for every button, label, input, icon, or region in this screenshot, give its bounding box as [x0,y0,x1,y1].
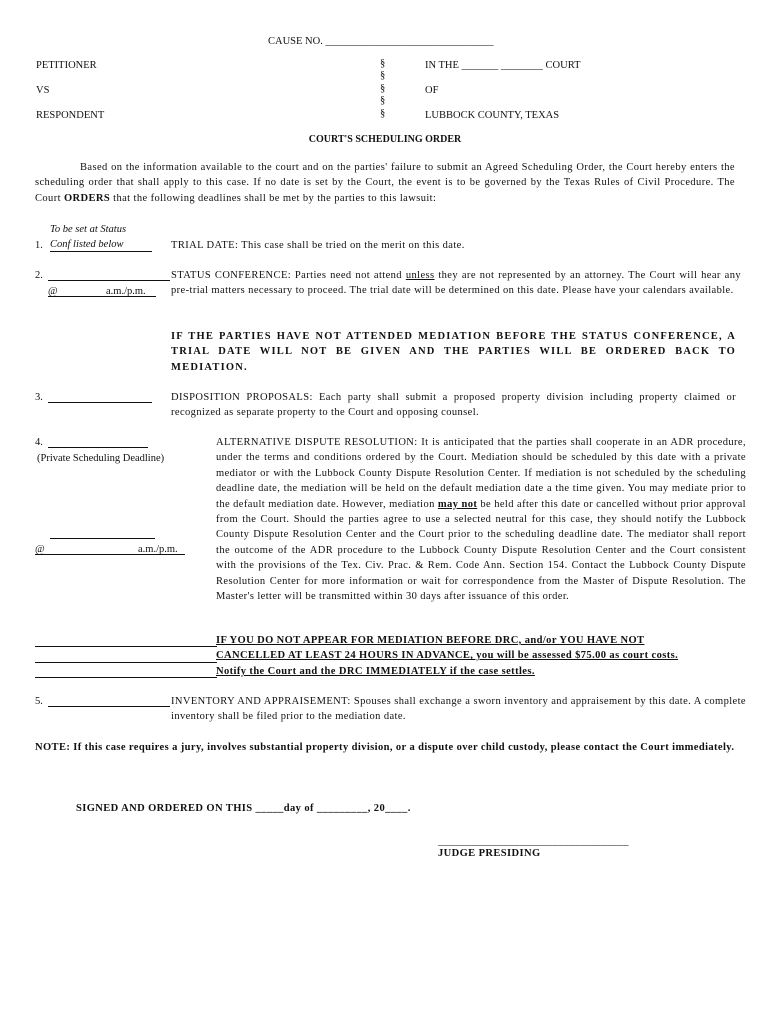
jury-note: NOTE: If this case requires a jury, involves substantial property division, or a dispute over child custody, please contact the Court immediately. [35,742,735,753]
judge-presiding-label: JUDGE PRESIDING [438,848,541,859]
inventory-date-line [48,706,170,707]
section-mark: § [380,58,386,69]
petitioner-label: PETITIONER [36,60,97,71]
warning-left-line-3 [35,677,217,678]
disposition-date-line [48,402,152,403]
disposition-text: DISPOSITION PROPOSALS: Each party shall submit a proposed property division including property claimed or recognized as separate property to the Court and opposing counsel. [171,392,736,419]
page-title: COURT'S SCHEDULING ORDER [308,134,462,145]
status-date-line [48,280,170,281]
inventory-text: INVENTORY AND APPRAISEMENT: Spouses shall exchange a sworn inventory and appraisement by this date. A complete inventory shall be filed prior to the mediation date. [171,696,746,723]
warning-left-line-2 [35,662,217,663]
status-text-end: they are not represented by an attorney. The Court will hear any pre-trial matters necessary to proceed. The trial date will be determined on this date. Please have your calendars available. [171,270,741,297]
item-5-number: 5. [35,696,43,707]
status-text: STATUS CONFERENCE: Parties need not attend [171,270,406,281]
adr-warning-line-2: CANCELLED AT LEAST 24 HOURS IN ADVANCE, you will be assessed $75.00 as court costs. [216,650,679,662]
status-note: To be set at Status [50,224,127,235]
adr-ampm: a.m./p.m. [138,544,178,555]
orders-word: ORDERS [63,192,111,204]
adr-text-end: be held after this date or cancelled without prior approval from the Court. Should the parties agree to use a selected neutral for this case, they should notify the Lubbock County Dispute Resolution Center and the Court prior to the scheduling deadline date. The mediator shall report the outcome of the ADR procedure to the Lubbock County Dispute Resolution Center and the Court consistent with the provisions of the Tex. Civ. Prac. & Rem. Code Ann. Section 154. Contact the Lubbock County Dispute Resolution Center for more information or wait for correspondence from the Master of Dispute Resolution. The Master's letter will be transmitted within 30 days after issuance of this order. [216,498,746,603]
intro-paragraph [35,160,735,206]
may-not-word: may not [437,498,478,510]
vs-label: VS [36,85,50,96]
mediation-date-line [50,538,155,539]
section-marks [380,58,390,120]
intro-text: Based on the information available to the court and on the parties' failure to submit an Agreed Scheduling Order, the Court hereby enters the scheduling order that shall apply to this case. If no date is set by the Court, the event is to be governed by the Texas Rules of Civil Procedure. The Court [35,162,735,204]
status-warning: IF THE PARTIES HAVE NOT ATTENDED MEDIATION BEFORE THE STATUS CONFERENCE, A TRIAL DATE WILL NOT BE GIVEN AND THE PARTIES WILL BE ORDERED BACK TO MEDIATION. [171,331,736,373]
adr-text-start: ALTERNATIVE DISPUTE RESOLUTION: It is anticipated that the parties shall cooperate in an ADR procedure, under the terms and conditions ordered by the Court. Mediation should be scheduled by this date with a private mediator or with the Lubbock County Dispute Resolution Center. If mediation is not scheduled by the scheduling deadline date, the mediation will be held on the default mediation date a the time given. You may mediate prior to the default mediation date. However, mediation [216,437,746,510]
section-mark: § [380,95,386,107]
adr-warning-line-3: Notify the Court and the DRC IMMEDIATELY if the case settles. [216,665,535,677]
cause-number: CAUSE NO. ________________________________ [268,36,494,47]
respondent-label: RESPONDENT [36,110,105,121]
private-deadline-label: (Private Scheduling Deadline) [37,453,165,464]
county-label: LUBBOCK COUNTY, TEXAS [425,110,560,121]
trial-date-field: Conf listed below [50,238,152,252]
adr-text [216,435,746,604]
adr-at: @ [35,544,45,555]
warning-left-line-1 [35,646,217,647]
unless-word: unless [405,270,435,281]
item-4-number: 4. [35,437,43,448]
adr-warning [216,633,746,679]
of-label: OF [425,85,439,96]
section-mark: § [380,82,386,94]
status-conference-text [171,268,741,299]
status-time-line [48,296,156,297]
adr-warning-line-1: IF YOU DO NOT APPEAR FOR MEDIATION BEFORE DRC, and/or YOU HAVE NOT [216,635,645,646]
status-at: @ [48,286,58,297]
intro-text-end: that the following deadlines shall be met by the parties to this lawsuit: [110,192,437,204]
section-mark: § [380,107,386,119]
adr-date-line [48,447,148,448]
section-mark: § [380,70,386,82]
signed-line: SIGNED AND ORDERED ON THIS _____day of _________, 20____. [76,803,411,814]
item-2-number: 2. [35,270,43,281]
mediation-time-line [35,554,185,555]
item-3-number: 3. [35,392,43,403]
signature-line: ___________________________________ [438,836,629,847]
item-1-number: 1. [35,240,43,251]
status-ampm: a.m./p.m. [106,286,146,297]
court-name: IN THE _______ ________ COURT [425,60,581,71]
trial-date-text: TRIAL DATE: This case shall be tried on the merit on this date. [171,240,465,251]
